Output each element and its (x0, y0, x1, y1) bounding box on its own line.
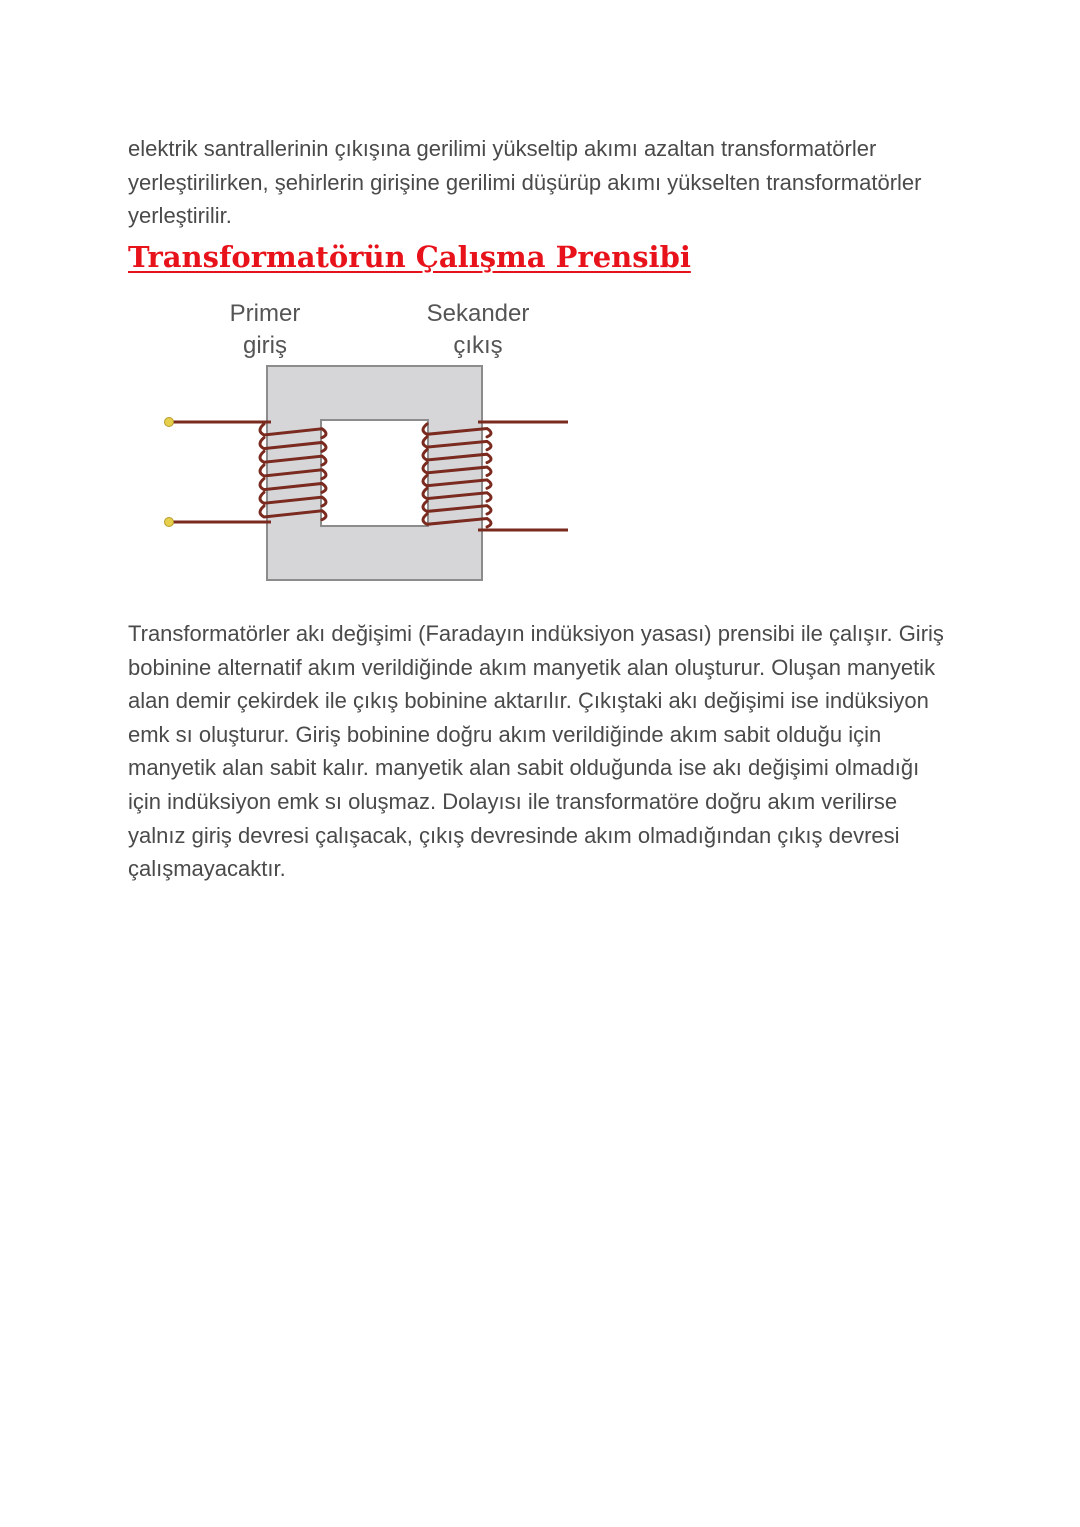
secondary-label (408, 298, 548, 362)
section-heading: Transformatörün Çalışma Prensibi (128, 240, 691, 274)
secondary-label-line1: Sekander (426, 300, 530, 327)
body-paragraph: Transformatörler akı değişimi (Faradayın indüksiyon yasası) prensibi ile çalışır. Giriş bobinine alternatif akım verildiğinde akım manyetik alan oluşturur. Oluşan manyetik alan demir çekirdek ile çıkış bobinine aktarılır. Çıkıştaki akı değişimi ise indüksiyon emk sı oluşturur. Giriş bobinine doğru akım verildiğinde akım sabit olduğu için manyetik alan sabit kalır. manyetik alan sabit olduğunda ise akı değişimi olmadığı için indüksiyon emk sı oluşmaz. Dolayısı ile transformatöre doğru akım verilirse yalnız giriş devresi çalışacak, çıkış devresinde akım olmadığından çıkış devresi çalışmayacaktır. (128, 621, 944, 882)
primary-label-line1: Primer (229, 300, 301, 327)
secondary-label-line2: çıkış (453, 332, 503, 359)
primary-terminal-bottom (165, 518, 174, 527)
primary-label-line2: giriş (242, 332, 287, 359)
intro-paragraph: elektrik santrallerinin çıkışına gerilimi yükseltip akımı azaltan transformatörler yerleştirilirken, şehirlerin girişine gerilimi düşürüp akımı yükselten transformatörler yerleştirilir. (128, 136, 922, 229)
transformer-diagram (150, 292, 590, 592)
primary-label (210, 298, 320, 362)
primary-terminal-top (165, 418, 174, 427)
